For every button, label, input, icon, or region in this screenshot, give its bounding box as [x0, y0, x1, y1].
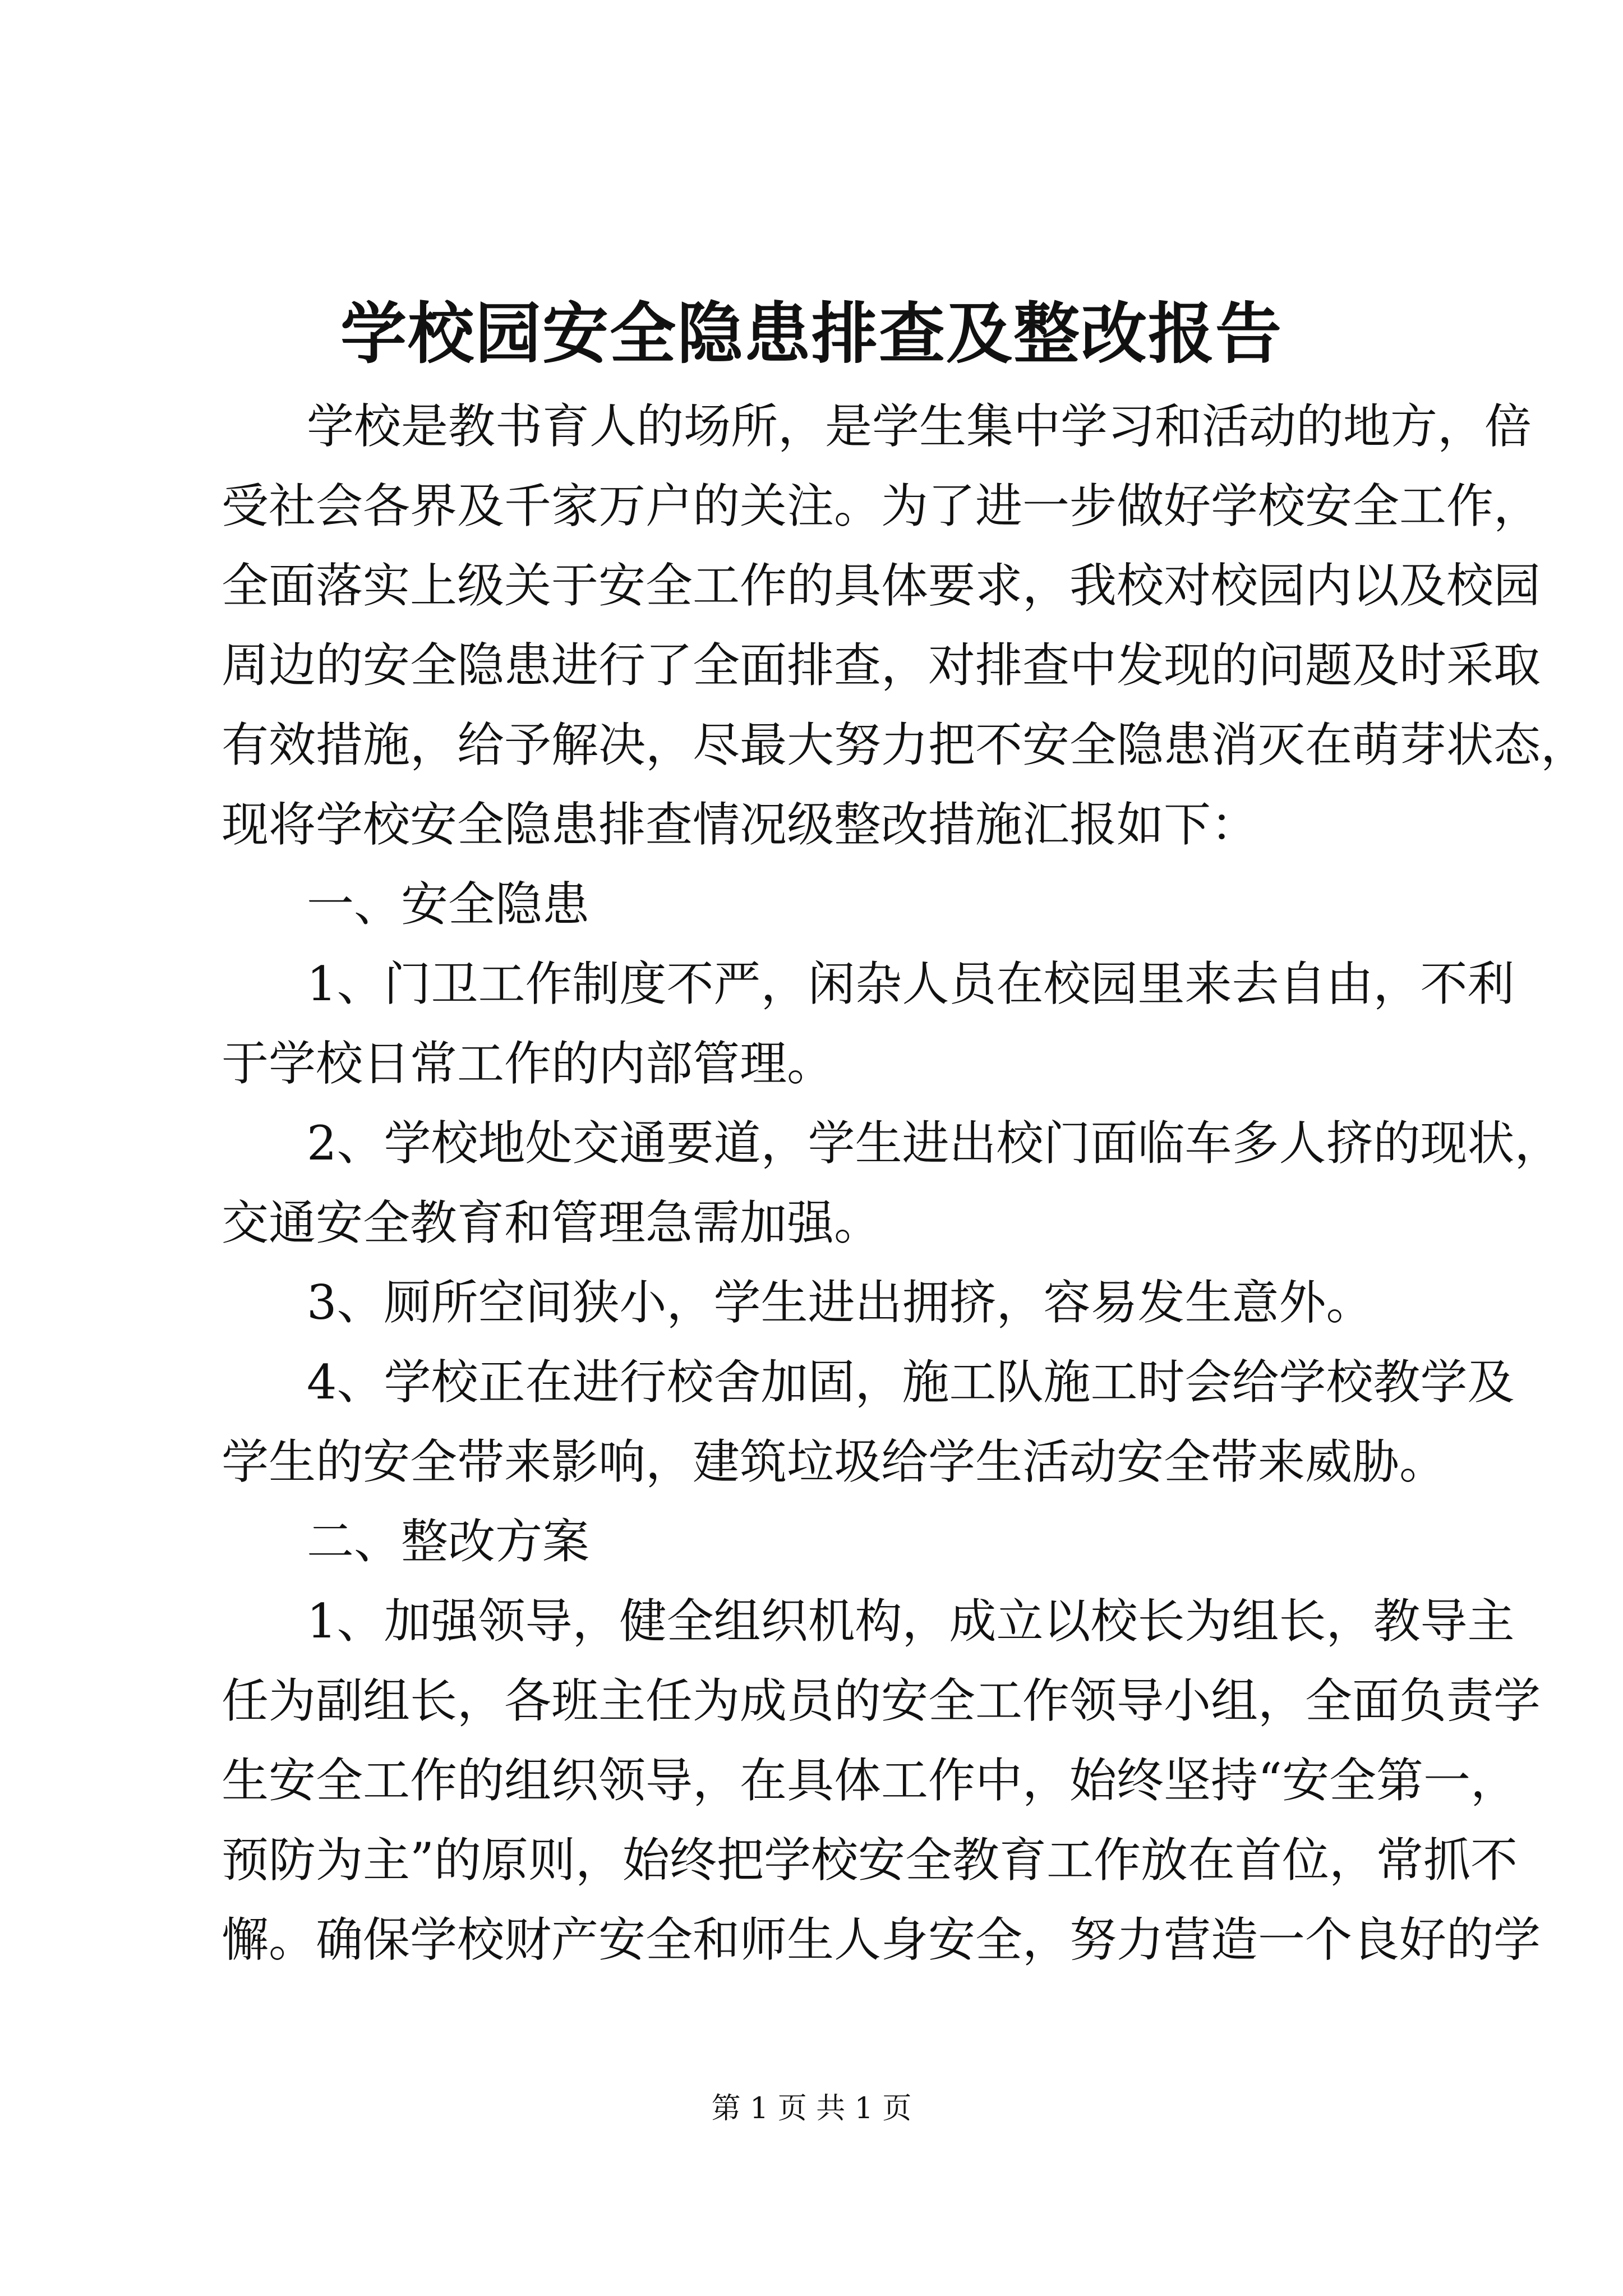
paragraph-line: 2、学校地处交通要道，学生进出校门面临车多人挤的现状，: [307, 1116, 1562, 1171]
paragraph-line: 生安全工作的组织领导，在具体工作中，始终坚持“安全第一，: [222, 1753, 1518, 1808]
paragraph-line: 懈。确保学校财产安全和师生人身安全，努力营造一个良好的学: [222, 1912, 1541, 1967]
paragraph-line: 全面落实上级关于安全工作的具体要求，我校对校园内以及校园: [222, 558, 1541, 613]
paragraph-line: 预防为主”的原则，始终把学校安全教育工作放在首位，常抓不: [222, 1833, 1518, 1888]
section-heading: 二、整改方案: [307, 1514, 590, 1569]
paragraph-line: 4、学校正在进行校舍加固，施工队施工时会给学校教学及: [307, 1355, 1515, 1410]
paragraph-line: 1、门卫工作制度不严，闲杂人员在校园里来去自由，不利: [307, 956, 1515, 1011]
document-body: [222, 386, 1588, 1980]
page-number-footer: 第 1 页 共 1 页: [711, 2092, 912, 2125]
section-heading: 一、安全隐患: [307, 877, 590, 932]
paragraph-line: 交通安全教育和管理急需加强。: [222, 1195, 882, 1250]
paragraph-line: 1、加强领导，健全组织机构，成立以校长为组长，教导主: [307, 1594, 1515, 1649]
paragraph-line: 学生的安全带来影响，建筑垃圾给学生活动安全带来威胁。: [222, 1434, 1447, 1489]
paragraph-line: 3、厕所空间狭小，学生进出拥挤，容易发生意外。: [307, 1275, 1373, 1330]
paragraph-line: 现将学校安全隐患排查情况级整改措施汇报如下：: [222, 797, 1258, 852]
paragraph-line: 任为副组长，各班主任为成员的安全工作领导小组，全面负责学: [222, 1673, 1541, 1728]
paragraph-line: 学校是教书育人的场所，是学生集中学习和活动的地方，倍: [307, 399, 1532, 454]
paragraph-line: 有效措施，给予解决，尽最大努力把不安全隐患消灭在萌芽状态，: [222, 717, 1588, 772]
paragraph-line: 周边的安全隐患进行了全面排查，对排查中发现的问题及时采取: [222, 638, 1541, 693]
document-title: 学校园安全隐患排查及整改报告: [340, 295, 1283, 372]
paragraph-line: 于学校日常工作的内部管理。: [222, 1036, 834, 1091]
paragraph-line: 受社会各界及千家万户的关注。为了进一步做好学校安全工作，: [222, 478, 1541, 533]
